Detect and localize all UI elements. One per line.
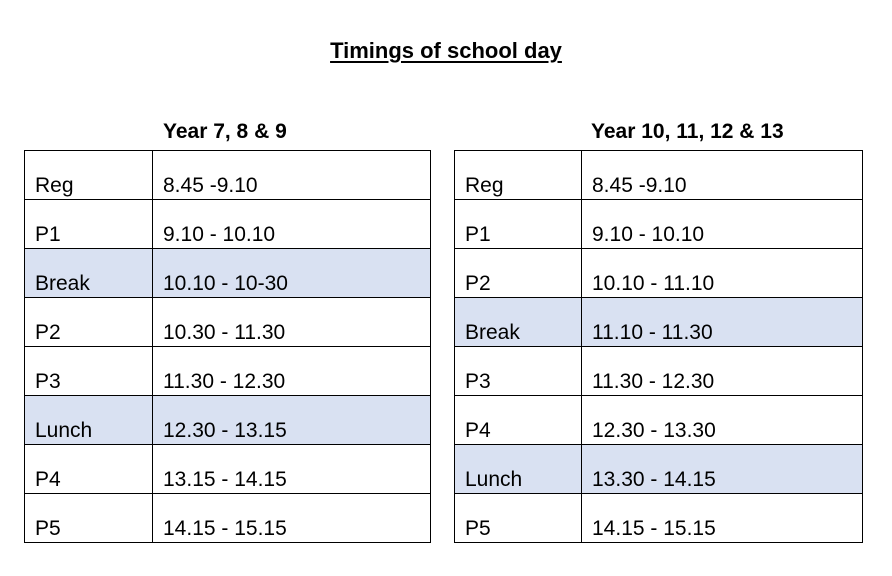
time-cell: 9.10 - 10.10 bbox=[153, 200, 431, 249]
table-row bbox=[25, 249, 431, 298]
table-row bbox=[455, 151, 863, 200]
period-cell: P5 bbox=[455, 494, 582, 543]
period-cell: P5 bbox=[25, 494, 153, 543]
table-heading-year-10-11-12-13: Year 10, 11, 12 & 13 bbox=[591, 120, 784, 143]
period-cell: Lunch bbox=[25, 396, 153, 445]
time-cell: 10.10 - 11.10 bbox=[582, 249, 863, 298]
table-row bbox=[25, 445, 431, 494]
period-cell: P3 bbox=[455, 347, 582, 396]
period-cell: P2 bbox=[455, 249, 582, 298]
table-row bbox=[455, 347, 863, 396]
table-row bbox=[455, 249, 863, 298]
table-row bbox=[455, 445, 863, 494]
time-cell: 8.45 -9.10 bbox=[153, 151, 431, 200]
time-cell: 8.45 -9.10 bbox=[582, 151, 863, 200]
page-title: Timings of school day bbox=[330, 38, 562, 63]
period-cell: P1 bbox=[25, 200, 153, 249]
table-row bbox=[455, 494, 863, 543]
table-row bbox=[25, 298, 431, 347]
period-cell: P1 bbox=[455, 200, 582, 249]
time-cell: 10.10 - 10-30 bbox=[153, 249, 431, 298]
table-heading-year-7-8-9: Year 7, 8 & 9 bbox=[163, 120, 287, 143]
period-cell: Lunch bbox=[455, 445, 582, 494]
period-cell: Break bbox=[25, 249, 153, 298]
time-cell: 11.30 - 12.30 bbox=[153, 347, 431, 396]
table-row bbox=[25, 494, 431, 543]
table-row bbox=[25, 396, 431, 445]
period-cell: P2 bbox=[25, 298, 153, 347]
time-cell: 12.30 - 13.15 bbox=[153, 396, 431, 445]
timings-table-year-7-8-9 bbox=[24, 150, 431, 543]
table-row bbox=[25, 347, 431, 396]
period-cell: Reg bbox=[25, 151, 153, 200]
time-cell: 11.10 - 11.30 bbox=[582, 298, 863, 347]
table-row bbox=[25, 151, 431, 200]
period-cell: P3 bbox=[25, 347, 153, 396]
period-cell: Reg bbox=[455, 151, 582, 200]
time-cell: 10.30 - 11.30 bbox=[153, 298, 431, 347]
time-cell: 11.30 - 12.30 bbox=[582, 347, 863, 396]
period-cell: P4 bbox=[25, 445, 153, 494]
time-cell: 14.15 - 15.15 bbox=[153, 494, 431, 543]
table-row bbox=[455, 396, 863, 445]
timings-table-year-10-11-12-13 bbox=[454, 150, 863, 543]
time-cell: 9.10 - 10.10 bbox=[582, 200, 863, 249]
time-cell: 14.15 - 15.15 bbox=[582, 494, 863, 543]
table-row bbox=[25, 200, 431, 249]
time-cell: 12.30 - 13.30 bbox=[582, 396, 863, 445]
time-cell: 13.15 - 14.15 bbox=[153, 445, 431, 494]
period-cell: Break bbox=[455, 298, 582, 347]
table-row bbox=[455, 298, 863, 347]
time-cell: 13.30 - 14.15 bbox=[582, 445, 863, 494]
period-cell: P4 bbox=[455, 396, 582, 445]
table-row bbox=[455, 200, 863, 249]
